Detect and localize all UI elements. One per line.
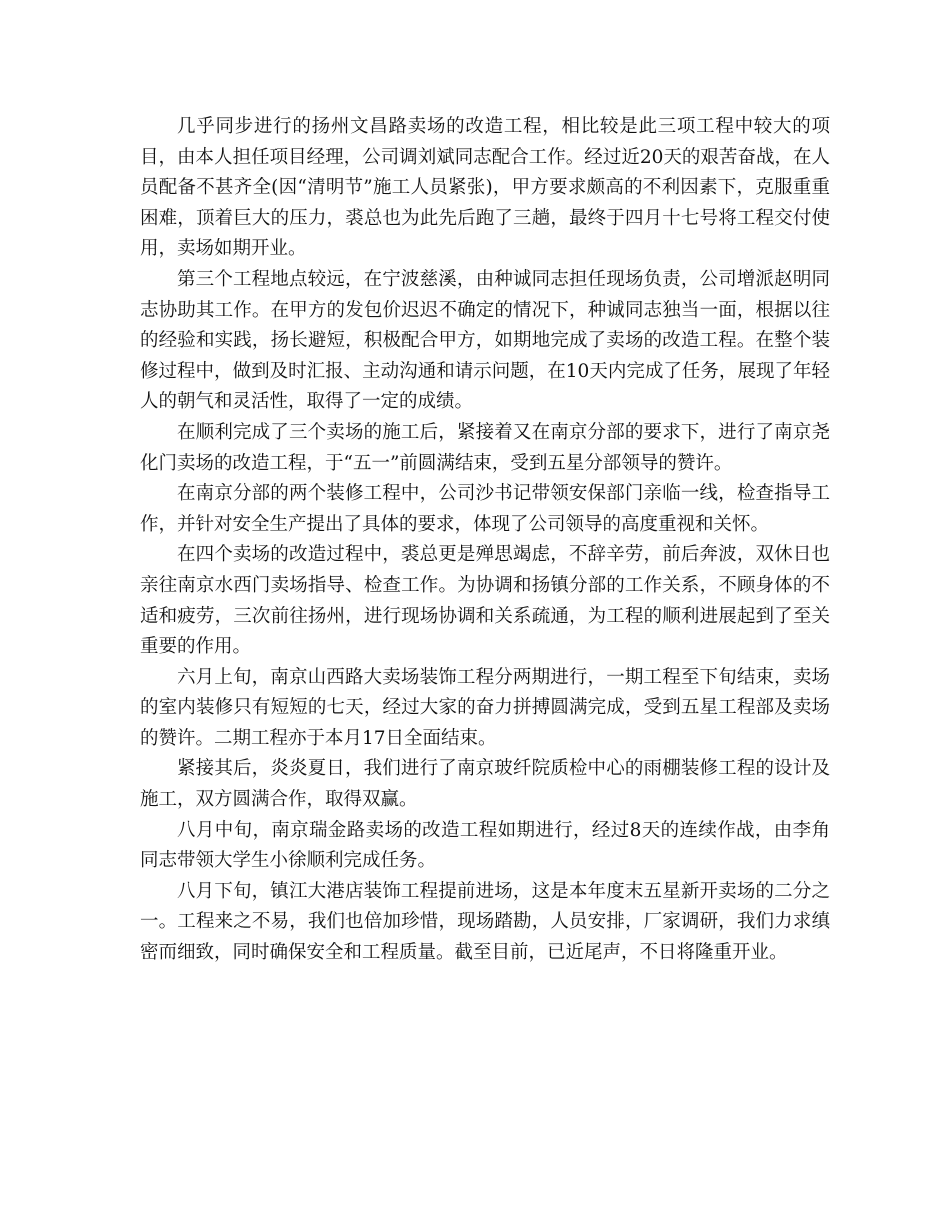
paragraph-4: 在南京分部的两个装修工程中，公司沙书记带领安保部门亲临一线，检查指导工作，并针对安全生产提出了具体的要求，体现了公司领导的高度重视和关怀。 <box>140 483 830 535</box>
document-body <box>140 112 830 969</box>
paragraph-3: 在顺利完成了三个卖场的施工后，紧接着又在南京分部的要求下，进行了南京尧化门卖场的改造工程，于“五一”前圆满结束，受到五星分部领导的赞许。 <box>140 421 830 474</box>
paragraph-9: 八月下旬，镇江大港店装饰工程提前进场，这是本年度末五星新开卖场的二分之一。工程来之不易，我们也倍加珍惜，现场踏勘，人员安排，厂家调研，我们力求缜密而细致，同时确保安全和工程质量。截至目前，已近尾声，不日将隆重开业。 <box>140 880 830 964</box>
paragraph-6: 六月上旬，南京山西路大卖场装饰工程分两期进行，一期工程至下旬结束，卖场的室内装修只有短短的七天，经过大家的奋力拼搏圆满完成，受到五星工程部及卖场的赞许。二期工程亦于本月17日全面结束。 <box>140 666 830 749</box>
paragraph-1: 几乎同步进行的扬州文昌路卖场的改造工程，相比较是此三项工程中较大的项目，由本人担任项目经理，公司调刘斌同志配合工作。经过近20天的艰苦奋战，在人员配备不甚齐全(因“清明节”施工人员紧张)，甲方要求颇高的不利因素下，克服重重困难，顶着巨大的压力，裘总也为此先后跑了三趟，最终于四月十七号将工程交付使用，卖场如期开业。 <box>140 116 830 260</box>
paragraph-8: 八月中旬，南京瑞金路卖场的改造工程如期进行，经过8天的连续作战，由李角同志带领大学生小徐顺利完成任务。 <box>140 819 830 872</box>
paragraph-2: 第三个工程地点较远，在宁波慈溪，由种诚同志担任现场负责，公司增派赵明同志协助其工作。在甲方的发包价迟迟不确定的情况下，种诚同志独当一面，根据以往的经验和实践，扬长避短，积极配合甲方，如期地完成了卖场的改造工程。在整个装修过程中，做到及时汇报、主动沟通和请示问题，在10天内完成了任务，展现了年轻人的朝气和灵活性，取得了一定的成绩。 <box>140 268 830 413</box>
paragraph-7: 紧接其后，炎炎夏日，我们进行了南京玻纤院质检中心的雨棚装修工程的设计及施工，双方圆满合作，取得双赢。 <box>140 758 830 811</box>
paragraph-5: 在四个卖场的改造过程中，裘总更是殚思竭虑，不辞辛劳，前后奔波，双休日也亲往南京水西门卖场指导、检查工作。为协调和扬镇分部的工作关系，不顾身体的不适和疲劳，三次前往扬州，进行现场协调和关系疏通，为工程的顺利进展起到了至关重要的作用。 <box>140 544 830 658</box>
